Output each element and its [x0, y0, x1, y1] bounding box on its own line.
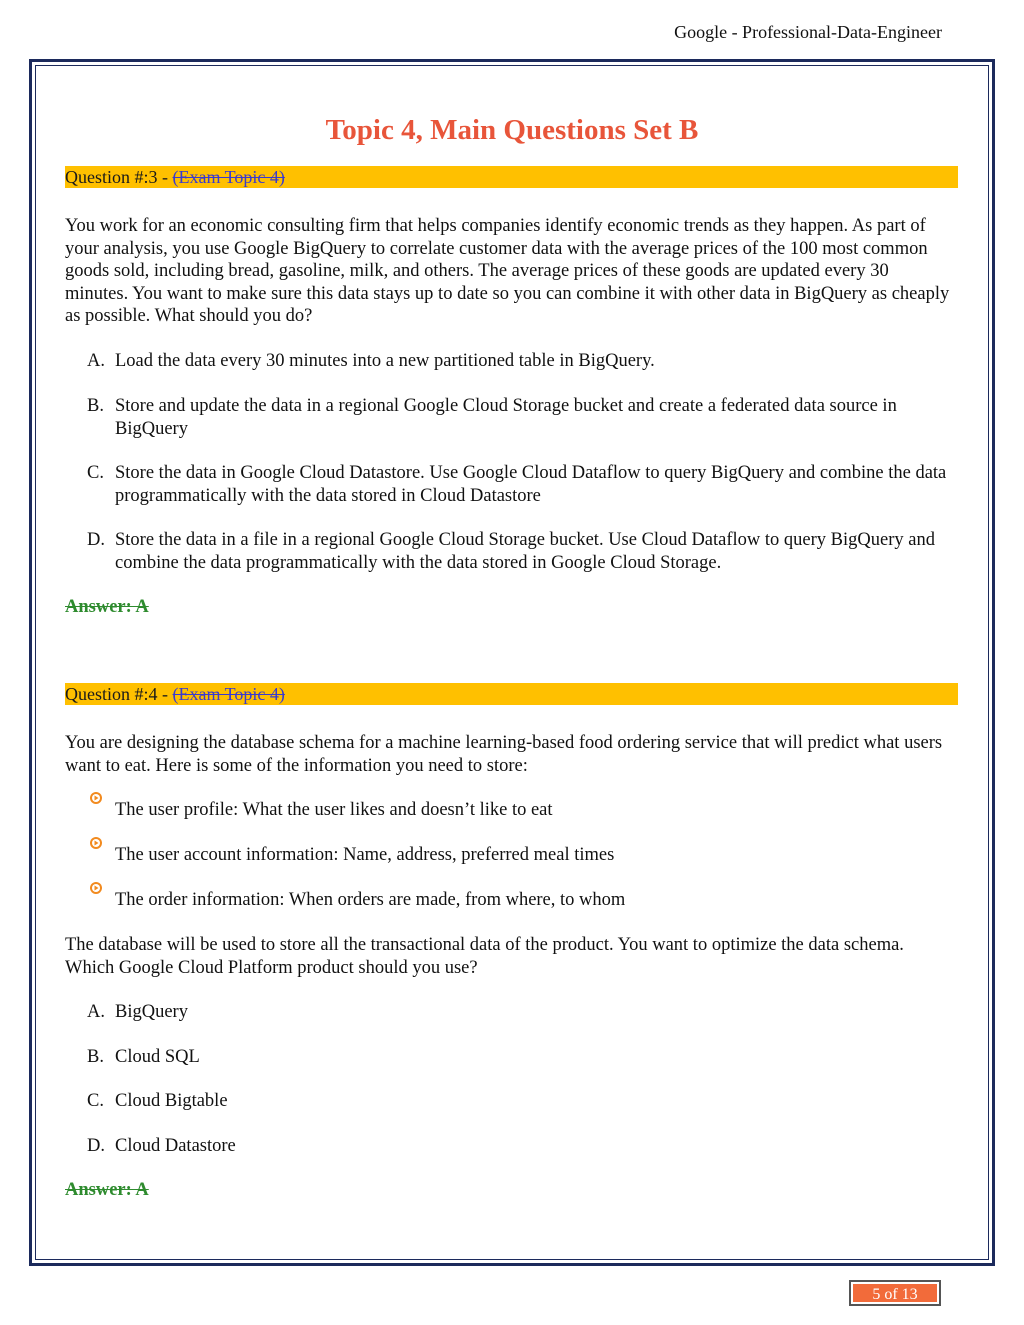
option-text: Store and update the data in a regional Google Cloud Storage bucket and create a federated data source in BigQuery: [115, 396, 897, 439]
option-letter: A.: [87, 1002, 105, 1022]
bullet-text: The user account information: Name, address, preferred meal times: [115, 845, 615, 865]
answer-option: [87, 1046, 955, 1069]
answer-option: [87, 529, 955, 574]
option-letter: D.: [87, 1136, 105, 1156]
answer-option: [87, 395, 955, 440]
answer-key: Answer: A: [65, 597, 149, 617]
option-letter: A.: [87, 351, 105, 371]
question-prompt-continued: The database will be used to store all the transactional data of the product. You want to optimize the data schema. Which Google Cloud Platform product should you use?: [65, 935, 904, 978]
option-letter: B.: [87, 396, 104, 416]
document-header-title: Google - Professional-Data-Engineer: [674, 22, 942, 42]
option-letter: C.: [87, 1091, 104, 1111]
answer-option: [87, 350, 955, 373]
orange-arrow-bullet-icon: [89, 791, 103, 805]
answer-key: Answer: A: [65, 1180, 149, 1200]
page-number: 5 of 13: [853, 1284, 937, 1302]
answer-option: [87, 1001, 955, 1024]
option-text: Cloud SQL: [115, 1047, 200, 1067]
question-header-bar: [65, 166, 958, 188]
question-label: Question #:4 -: [65, 684, 173, 704]
answer-option: [87, 462, 955, 507]
question-label: Question #:3 -: [65, 167, 173, 187]
answer-option: [87, 1090, 955, 1113]
topic-title: Topic 4, Main Questions Set B: [325, 114, 699, 146]
exam-topic-link[interactable]: (Exam Topic 4): [172, 167, 285, 187]
orange-arrow-bullet-icon: [89, 836, 103, 850]
option-text: Cloud Datastore: [115, 1136, 236, 1156]
option-letter: B.: [87, 1047, 104, 1067]
question-header-bar: [65, 683, 958, 705]
question-prompt: You are designing the database schema for a machine learning-based food ordering service that will predict what users want to eat. Here is some of the information you need to store:: [65, 733, 943, 776]
page-number-box: [849, 1280, 941, 1306]
bullet-text: The user profile: What the user likes and doesn’t like to eat: [115, 800, 553, 820]
option-letter: D.: [87, 530, 105, 550]
option-text: Store the data in a file in a regional Google Cloud Storage bucket. Use Cloud Dataflow to query BigQuery and combine the data programmatically with the data stored in Google Cloud Storage.: [115, 530, 935, 573]
option-letter: C.: [87, 463, 104, 483]
question-prompt: You work for an economic consulting firm that helps companies identify economic trends as they happen. As part of your analysis, you use Google BigQuery to correlate customer data with the average prices of the 100 most common goods sold, including bread, gasoline, milk, and others. The average prices of these goods are updated every 30 minutes. You want to make sure this data stays up to date so you can combine it with other data in BigQuery as cheaply as possible. What should you do?: [65, 216, 950, 326]
option-text: Load the data every 30 minutes into a new partitioned table in BigQuery.: [115, 351, 655, 371]
exam-topic-link[interactable]: (Exam Topic 4): [172, 684, 285, 704]
orange-arrow-bullet-icon: [89, 881, 103, 895]
answer-option: [87, 1135, 955, 1158]
bullet-text: The order information: When orders are made, from where, to whom: [115, 890, 626, 910]
option-text: Store the data in Google Cloud Datastore. Use Google Cloud Dataflow to query BigQuery and combine the data programmatically with the data stored in Cloud Datastore: [115, 463, 947, 506]
option-text: BigQuery: [115, 1002, 188, 1022]
option-text: Cloud Bigtable: [115, 1091, 228, 1111]
